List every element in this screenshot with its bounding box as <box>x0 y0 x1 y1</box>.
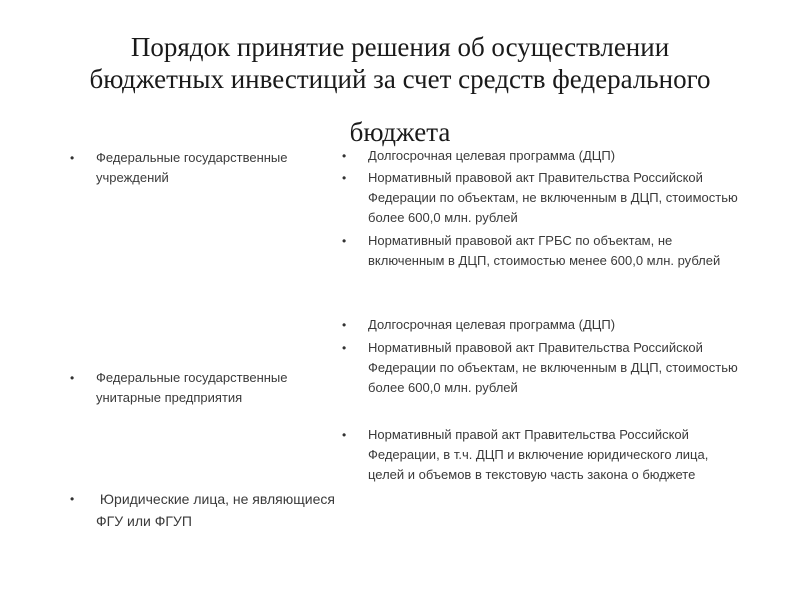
page-title-line-3: бюджета <box>349 117 451 147</box>
bullet-icon: • <box>70 371 75 385</box>
right-list-item-1 <box>342 146 738 166</box>
bullet-icon: • <box>70 492 75 506</box>
right-list-item-5 <box>342 338 738 398</box>
list-item-text: Нормативный правовой акт ГРБС по объектам, не включенным в ДЦП, стоимостью менее 600,0 млн. рублей <box>368 233 721 268</box>
page-title-line-1: Порядок принятие решения об осуществлении <box>130 32 670 62</box>
left-list-item-legal-entities <box>70 488 339 532</box>
left-list-item-unitary-enterprises <box>70 368 336 408</box>
list-item-text: Долгосрочная целевая программа (ДЦП) <box>368 317 616 332</box>
bullet-icon: • <box>342 149 347 163</box>
list-item-text: Нормативный правой акт Правительства Российской Федерации, в т.ч. ДЦП и включение юридического лица, целей и объемов в текстовую часть закона о бюджете <box>368 427 709 482</box>
list-item-text: Федеральные государственные учреждений <box>96 150 288 185</box>
bullet-icon: • <box>342 428 347 442</box>
list-item-text: Долгосрочная целевая программа (ДЦП) <box>368 148 616 163</box>
bullet-icon: • <box>342 171 347 185</box>
page-title-line-2: бюджетных инвестиций за счет средств федерального <box>89 64 711 94</box>
list-item-text: Федеральные государственные унитарные предприятия <box>96 370 288 405</box>
right-list-item-3 <box>342 231 738 271</box>
list-item-text: Нормативный правовой акт Правительства Российской Федерации по объектам, не включенным в ДЦП, стоимостью более 600,0 млн. рублей <box>368 170 738 225</box>
bullet-icon: • <box>342 318 347 332</box>
bullet-icon: • <box>70 151 75 165</box>
bullet-icon: • <box>342 341 347 355</box>
bullet-icon: • <box>342 234 347 248</box>
left-list-item-federal-institutions <box>70 148 336 188</box>
right-list-item-2 <box>342 168 738 228</box>
list-item-text: Нормативный правовой акт Правительства Российской Федерации по объектам, не включенным в ДЦП, стоимостью более 600,0 млн. рублей <box>368 340 738 395</box>
list-item-text: Юридические лица, не являющиеся ФГУ или ФГУП <box>96 491 339 529</box>
right-list-item-6 <box>342 425 738 485</box>
right-list-item-4 <box>342 315 738 335</box>
